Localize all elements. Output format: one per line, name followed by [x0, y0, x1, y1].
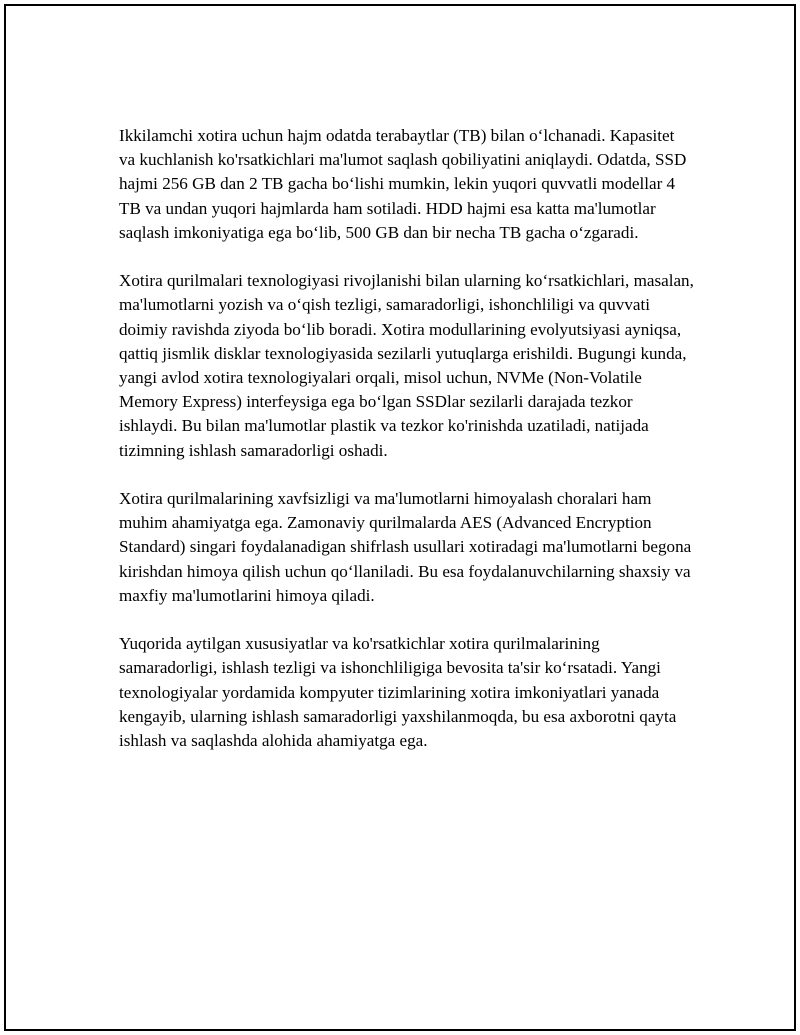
document-body — [119, 124, 694, 777]
paragraph-storage-capacity: Ikkilamchi xotira uchun hajm odatda terabaytlar (TB) bilan oʻlchanadi. Kapasitet va kuchlanish ko'rsatkichlari ma'lumot saqlash qobiliyatini aniqlaydi. Odatda, SSD hajmi 256 GB dan 2 TB gacha boʻlishi mumkin, lekin yuqori quvvatli modellar 4 TB va undan yuqori hajmlarda ham sotiladi. HDD hajmi esa katta ma'lumotlar saqlash imkoniyatiga ega boʻlib, 500 GB dan bir necha TB gacha oʻzgaradi. — [119, 126, 687, 242]
paragraph-storage-security: Xotira qurilmalarining xavfsizligi va ma'lumotlarni himoyalash choralari ham muhim ahamiyatga ega. Zamonaviy qurilmalarda AES (Advanced Encryption Standard) singari foydalanadigan shifrlash usullari xotiradagi ma'lumotlarni begona kirishdan himoya qilish uchun qoʻllaniladi. Bu esa foydalanuvchilarning shaxsiy va maxfiy ma'lumotlarini himoya qiladi. — [119, 489, 692, 605]
paragraph-conclusion: Yuqorida aytilgan xususiyatlar va ko'rsatkichlar xotira qurilmalarining samaradorligi, ishlash tezligi va ishonchliligiga bevosita ta'sir koʻrsatadi. Yangi texnologiyalar yordamida kompyuter tizimlarining xotira imkoniyatlari yanada kengayib, ularning ishlash samaradorligi yaxshilanmoqda, bu esa axborotni qayta ishlash va saqlashda alohida ahamiyatga ega. — [119, 634, 677, 751]
page-frame — [4, 4, 796, 1031]
paragraph-storage-technology: Xotira qurilmalari texnologiyasi rivojlanishi bilan ularning koʻrsatkichlari, masalan, ma'lumotlarni yozish va oʻqish tezligi, samaradorligi, ishonchliligi va quvvati doimiy ravishda ziyoda boʻlib boradi. Xotira modullarining evolyutsiyasi ayniqsa, qattiq jismlik disklar texnologiyasida sezilarli yutuqlarga erishildi. Bugungi kunda, yangi avlod xotira texnologiyalari orqali, misol uchun, NVMe (Non-Volatile Memory Express) interfeysiga ega boʻlgan SSDlar sezilarli darajada tezkor ishlaydi. Bu bilan ma'lumotlar plastik va tezkor ko'rinishda uzatiladi, natijada tizimning ishlash samaradorligi oshadi. — [119, 271, 694, 460]
